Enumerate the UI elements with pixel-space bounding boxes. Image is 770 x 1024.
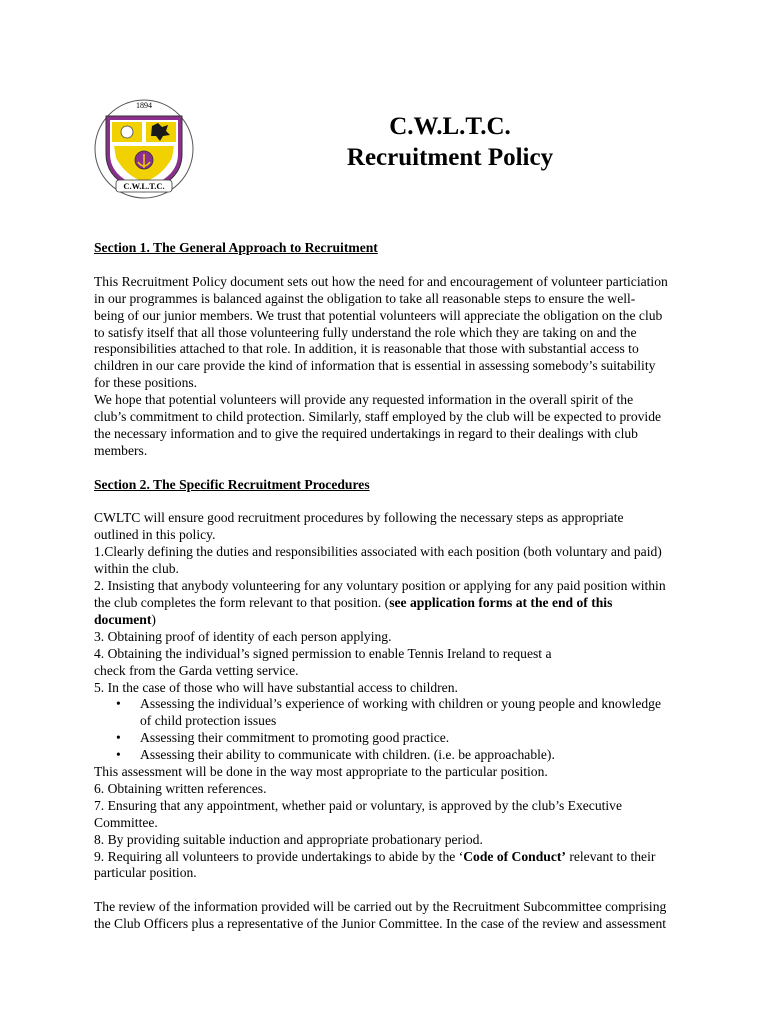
code-of-conduct-reference: Code of Conduct’: [463, 848, 566, 864]
section-2-line: Committee.: [94, 814, 158, 830]
section-2-line: [94, 849, 704, 866]
section-2-line: 6. Obtaining written references.: [94, 780, 267, 796]
document-title: [320, 111, 580, 173]
section-2-line: 2. Insisting that anybody volunteering for any voluntary position or applying for any paid position within: [94, 578, 666, 594]
section-1-line: for these positions.: [94, 375, 198, 391]
section-2-line: within the club.: [94, 561, 179, 577]
review-line: the Club Officers plus a representative of the Junior Committee. In the case of the review and assessment: [94, 916, 667, 932]
bullet-item: [94, 696, 704, 730]
section-1-line: being of our junior members. We trust that potential volunteers will appreciate the obligation on the club: [94, 307, 663, 323]
document-body: [94, 240, 704, 933]
bullet-line: • Assessing the individual’s experience of working with children or young people and knowledge: [140, 696, 661, 712]
section-2-line: 1.Clearly defining the duties and responsibilities associated with each position (both voluntary and paid): [94, 544, 662, 560]
section-1-line: members.: [94, 442, 148, 458]
bullet-line: • Assessing their ability to communicate with children. (i.e. be approachable).: [140, 747, 555, 763]
bullet-item: [94, 730, 704, 747]
section-2-line: 5. In the case of those who will have substantial access to children.: [94, 679, 458, 695]
application-forms-reference: see application forms at the end of this: [389, 594, 613, 610]
crest-banner-text: C.W.L.T.C.: [123, 181, 165, 191]
item-2-text: the club completes the form relevant to that position. (: [94, 594, 390, 610]
section-2-line: 8. By providing suitable induction and appropriate probationary period.: [94, 831, 483, 847]
section-2-line: check from the Garda vetting service.: [94, 662, 299, 678]
section-1-line: the necessary information and to give the required undertakings in regard to their dealings with club: [94, 425, 638, 441]
section-1-line: We hope that potential volunteers will provide any requested information in the overall spirit of the: [94, 392, 634, 408]
item-2-close: ): [151, 611, 156, 627]
crest-year: 1894: [136, 101, 152, 110]
section-1-line: club’s commitment to child protection. Similarly, staff employed by the club will be expected to provide: [94, 409, 662, 425]
section-1-line: to satisfy itself that all those volunteering fully understand the role which they are taking on and the: [94, 324, 637, 340]
club-crest-logo: [92, 98, 196, 200]
item-9-text-end: relevant to their: [565, 848, 656, 864]
section-2-line: 3. Obtaining proof of identity of each person applying.: [94, 628, 392, 644]
title-line-2: Recruitment Policy: [346, 144, 554, 171]
bullet-item: [94, 747, 704, 764]
section-1-line: children in our care provide the kind of information that is essential in assessing somebody’s suitability: [94, 358, 656, 374]
section-1-line: responsibilities attached to that role. In addition, it is reasonable that those with substantial access to: [94, 341, 639, 357]
section-2-line: 7. Ensuring that any appointment, whether paid or voluntary, is approved by the club’s Executive: [94, 797, 623, 813]
section-2-line: 4. Obtaining the individual’s signed permission to enable Tennis Ireland to request a: [94, 645, 552, 661]
section-2-line: CWLTC will ensure good recruitment procedures by following the necessary steps as appropriate: [94, 510, 624, 526]
section-2-heading: Section 2. The Specific Recruitment Procedures: [94, 476, 370, 492]
section-2-line: [94, 612, 704, 629]
bullet-line: of child protection issues: [140, 713, 277, 729]
section-2-line: [94, 595, 704, 612]
section-1-line: in our programmes is balanced against the obligation to take all reasonable steps to ensure the well-: [94, 290, 636, 306]
bullet-line: • Assessing their commitment to promoting good practice.: [140, 730, 450, 746]
section-2-line: This assessment will be done in the way most appropriate to the particular position.: [94, 764, 548, 780]
section-2-line: particular position.: [94, 865, 197, 881]
section-1-heading: Section 1. The General Approach to Recruitment: [94, 240, 378, 255]
section-1-line: This Recruitment Policy document sets out how the need for and encouragement of volunteer particiation: [94, 273, 668, 289]
assessment-bullet-list: [94, 696, 704, 764]
item-9-text: 9. Requiring all volunteers to provide undertakings to abide by the ‘: [94, 848, 464, 864]
title-line-1: C.W.L.T.C.: [389, 113, 511, 140]
review-line: The review of the information provided will be carried out by the Recruitment Subcommittee comprising: [94, 899, 667, 915]
section-2-line: outlined in this policy.: [94, 527, 216, 543]
application-forms-reference-cont: document: [94, 611, 152, 627]
